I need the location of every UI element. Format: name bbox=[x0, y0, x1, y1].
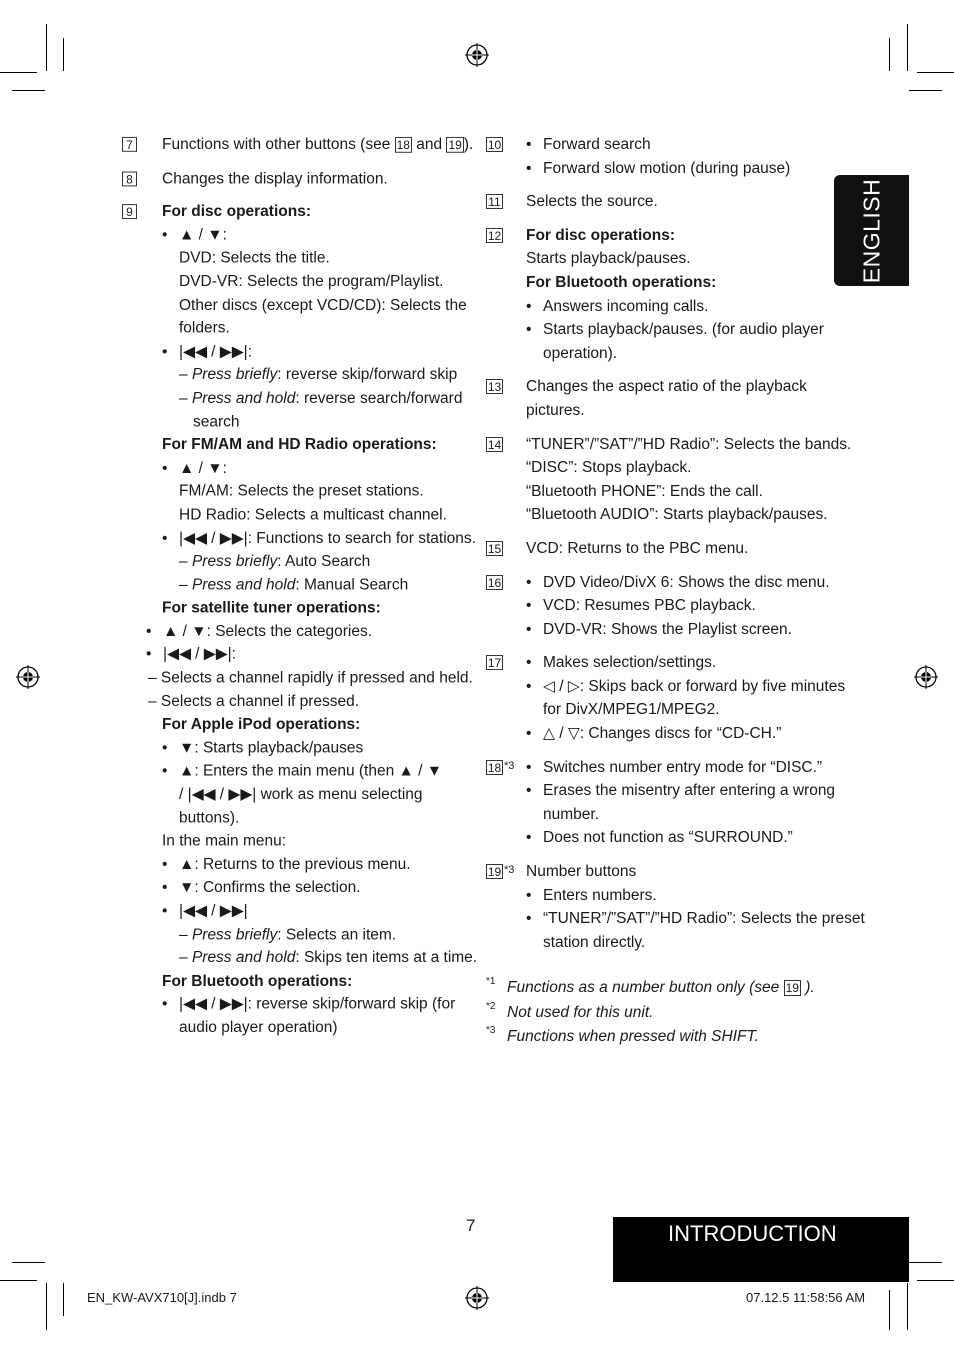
ref-number: 18 bbox=[396, 137, 410, 152]
item-number: 11 bbox=[486, 194, 503, 209]
item-number: 18 bbox=[487, 760, 502, 775]
item-text: Changes the display information. bbox=[162, 170, 388, 187]
section-tab-label: INTRODUCTION bbox=[668, 1221, 837, 1246]
crop-mark bbox=[907, 24, 908, 71]
item-number: 9 bbox=[122, 204, 137, 219]
item-9: 9 For disc operations: • ▲ / ▼: DVD: Selects the title. DVD-VR: Selects the program/Playlist. Other discs (except VCD/CD): Selects the folders. • |◀◀ / ▶▶|: – Press briefly: reverse skip/forward skip – Press and hold: reverse search/forward search For FM/AM and HD Radio operations: • ▲ / ▼: FM/AM: Selects the preset stations. HD Radio: Selects a multicast channel. • |◀◀ / ▶▶|: Functions to search for stations. – Press briefly: Auto Search – Press and hold: Manual Search For satellite tuner operations: • ▲ / ▼: Selects the categories. • |◀◀ / ▶▶|: – Selects a channel rapidly if pressed and held. – Selects a channel if pressed. For Apple iPod operations: • ▼: Starts playback/pauses • ▲: Enters the main menu (then ▲ / ▼ / |◀◀ / ▶▶| work as menu selecting buttons). In the main menu: • ▲: Returns to the previous menu. • ▼: Confirms the selection. • |◀◀ / ▶▶| – Press briefly: Selects an item. – Press and hold: Skips ten items at a time. For Bluetooth operations: • |◀◀ / ▶▶|: reverse skip/forward skip (for audio player operation) bbox=[120, 200, 480, 1039]
footnote: *1 Functions as a number button only (see 19 ). bbox=[486, 976, 815, 997]
crop-mark bbox=[12, 1262, 45, 1263]
item-number: 16 bbox=[487, 575, 502, 590]
section-heading: For satellite tuner operations: bbox=[162, 599, 381, 617]
item-8 bbox=[120, 167, 480, 190]
item-17: 17 • Makes selection/settings. • ◁ / ▷: Skips back or forward by five minutes for DivX/MPEG1/MPEG2. • △ / ▽: Changes discs for “CD-CH.” bbox=[484, 651, 844, 745]
item-14: 14 “TUNER”/”SAT”/”HD Radio”: Selects the bands. “DISC”: Stops playback. “Bluetooth PHONE”: Ends the call. “Bluetooth AUDIO”: Starts playback/pauses. bbox=[487, 435, 852, 524]
item-15: 15 VCD: Returns to the PBC menu. bbox=[487, 539, 749, 557]
slug-filename: EN_KW-AVX710[J].indb 7 bbox=[87, 1290, 237, 1305]
crop-mark bbox=[12, 90, 45, 91]
section-heading: For Bluetooth operations: bbox=[526, 273, 717, 291]
crop-mark bbox=[46, 24, 47, 71]
registration-mark-icon bbox=[914, 665, 938, 689]
section-heading: For Bluetooth operations: bbox=[162, 972, 353, 990]
section-heading: For Apple iPod operations: bbox=[162, 716, 361, 734]
item-number: 15 bbox=[487, 541, 502, 556]
footnote-marker: *3 bbox=[504, 864, 515, 877]
item-11: 11 Selects the source. bbox=[484, 190, 844, 214]
page-number: 7 bbox=[466, 1216, 476, 1235]
ref-number: 19 bbox=[785, 981, 799, 996]
item-number: 13 bbox=[487, 380, 502, 395]
item-16: 16 • DVD Video/DivX 6: Shows the disc menu. • VCD: Resumes PBC playback. • DVD-VR: Shows the Playlist screen. bbox=[484, 571, 844, 642]
section-tab bbox=[613, 1217, 909, 1282]
footnote: *2 Not used for this unit. bbox=[486, 1001, 654, 1021]
item-10: 10 • Forward search • Forward slow motion (during pause) bbox=[484, 133, 844, 180]
item-7: 7 Functions with other buttons (see 18 and 19 ). bbox=[120, 133, 480, 157]
item-number: 17 bbox=[487, 656, 502, 671]
crop-mark bbox=[889, 1290, 890, 1330]
item-13: 13 Changes the aspect ratio of the playback pictures. bbox=[487, 378, 807, 419]
language-tab bbox=[834, 175, 909, 286]
crop-mark bbox=[917, 1280, 954, 1281]
item-number: 7 bbox=[122, 137, 137, 152]
crop-mark bbox=[909, 90, 942, 91]
registration-mark-icon bbox=[465, 43, 489, 67]
language-tab-label: ENGLISH bbox=[858, 178, 884, 283]
ref-number: 19 bbox=[448, 137, 462, 152]
item-number: 12 bbox=[487, 228, 502, 243]
section-heading: For FM/AM and HD Radio operations: bbox=[162, 436, 437, 454]
section-heading: For disc operations: bbox=[162, 203, 311, 221]
slug-timestamp: 07.12.5 11:58:56 AM bbox=[746, 1290, 866, 1305]
item-19: 19 *3 Number buttons • Enters numbers. • “TUNER”/”SAT”/”HD Radio”: Selects the preset station directly. bbox=[484, 860, 844, 954]
left-column bbox=[120, 133, 480, 1050]
registration-mark-icon bbox=[16, 665, 40, 689]
section-heading: For disc operations: bbox=[526, 226, 675, 244]
crop-mark bbox=[63, 38, 64, 71]
item-18: 18 *3 • Switches number entry mode for “DISC.” • Erases the misentry after entering a wrong number. • Does not function as “SURROUND.” bbox=[484, 756, 844, 850]
footnote: *3 Functions when pressed with SHIFT. bbox=[486, 1024, 759, 1045]
crop-mark bbox=[0, 1280, 37, 1281]
item-number: 8 bbox=[122, 171, 137, 186]
footnote-marker: *3 bbox=[504, 759, 515, 772]
item-number: 14 bbox=[487, 437, 502, 452]
right-column bbox=[484, 133, 865, 1048]
item-12: 12 For disc operations: Starts playback/pauses. For Bluetooth operations: • Answers incoming calls. • Starts playback/pauses. (for audio player operation). bbox=[484, 224, 844, 366]
crop-mark bbox=[889, 38, 890, 71]
crop-mark bbox=[907, 1283, 908, 1330]
crop-mark bbox=[46, 1283, 47, 1330]
registration-mark-icon bbox=[465, 1286, 489, 1310]
item-number: 10 bbox=[487, 138, 502, 152]
crop-mark bbox=[0, 72, 37, 73]
crop-mark bbox=[917, 72, 954, 73]
crop-mark bbox=[63, 1283, 64, 1316]
crop-mark bbox=[909, 1262, 942, 1263]
item-number: 19 bbox=[487, 865, 502, 880]
